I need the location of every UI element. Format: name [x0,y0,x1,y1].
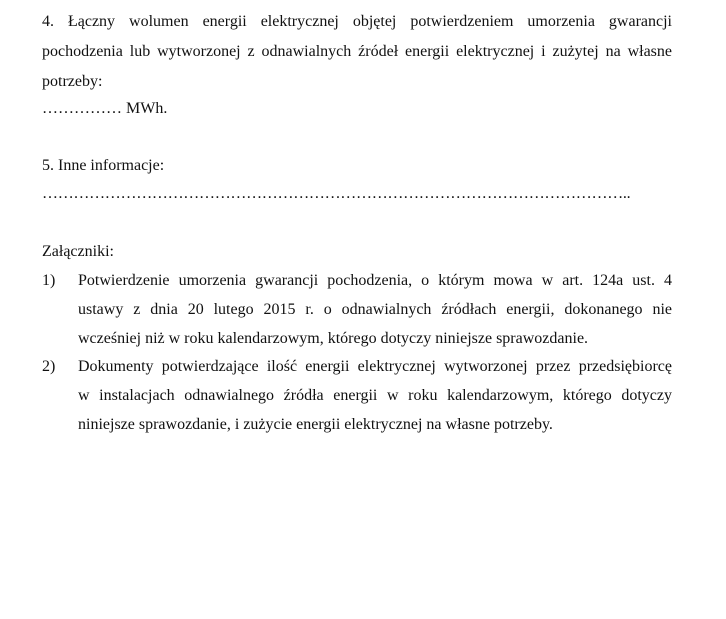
section5-dotted-line: ………………………………………………………………………………………………….. [42,185,631,202]
attachment-item-1-line2: ustawy z dnia 20 lutego 2015 r. o odnawialnych źródłach energii, dokonanego nie [78,301,672,318]
attachments-heading: Załączniki: [42,243,114,260]
attachment-item-2-line3: niniejsze sprawozdanie, i zużycie energii elektrycznej na własne potrzeby. [78,416,553,433]
attachment-item-2-number: 2) [42,358,56,375]
section4-line1: 4. Łączny wolumen energii elektrycznej objętej potwierdzeniem umorzenia gwarancji [42,13,672,30]
attachment-item-1-line1: Potwierdzenie umorzenia gwarancji pochodzenia, o którym mowa w art. 124a ust. 4 [78,272,672,289]
section5-heading: 5. Inne informacje: [42,157,165,174]
attachment-item-2-line1: Dokumenty potwierdzające ilość energii elektrycznej wytworzonej przez przedsiębiorcę [78,358,672,375]
section4-line2: pochodzenia lub wytworzonej z odnawialnych źródeł energii elektrycznej i zużytej na własne [42,43,672,60]
attachment-item-1-line3: wcześniej niż w roku kalendarzowym, którego dotyczy niniejsze sprawozdanie. [78,330,589,347]
section4-line3: potrzeby: [42,73,103,90]
mwh-value-line: …………… MWh. [42,100,168,117]
attachment-item-1-number: 1) [42,272,56,289]
attachment-item-2-line2: w instalacjach odnawialnego źródła energii w roku kalendarzowym, którego dotyczy [78,387,672,404]
